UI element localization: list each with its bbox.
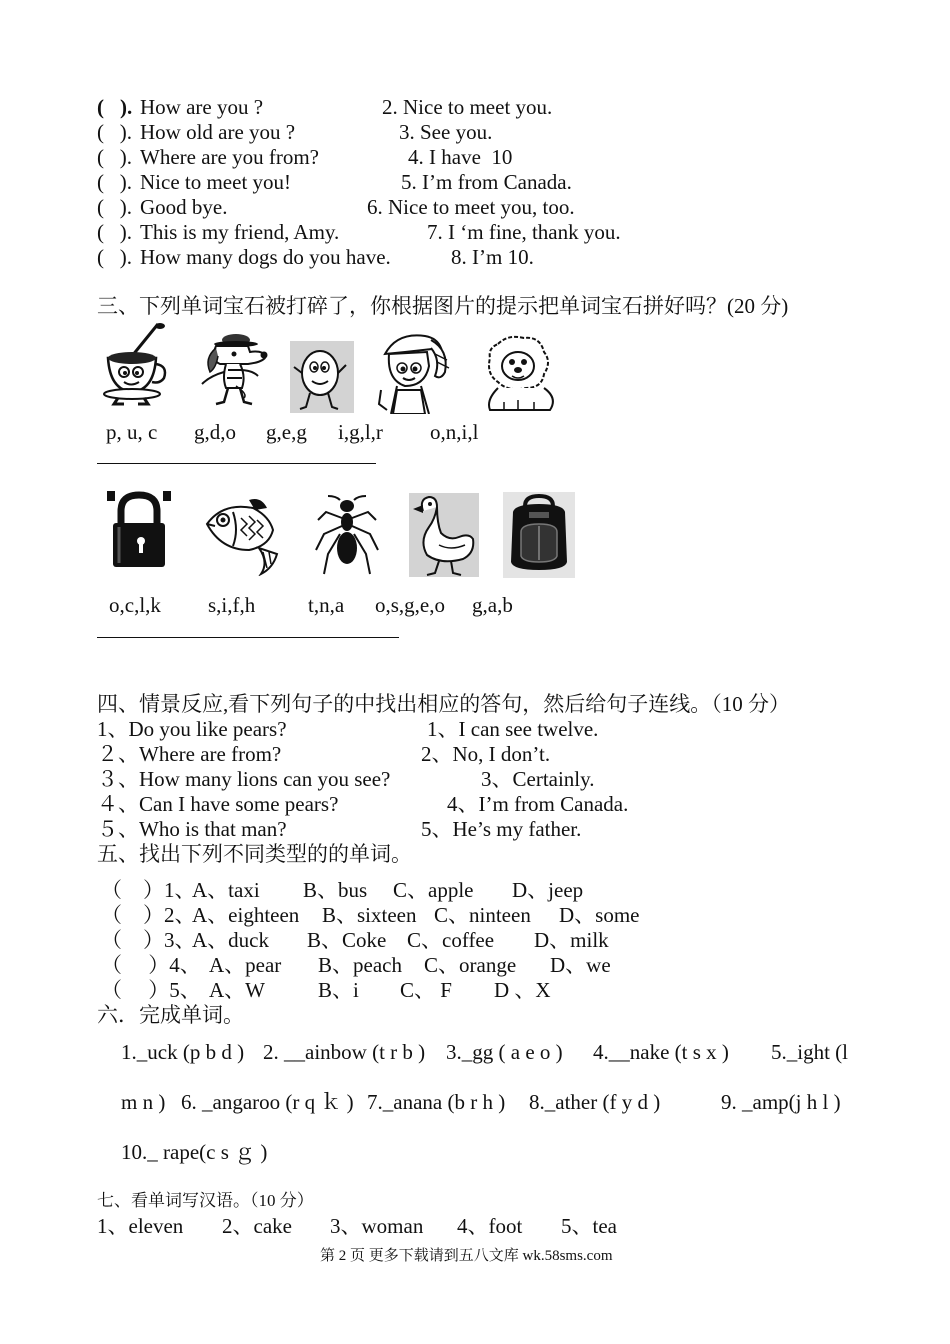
scrambled-letters: s,i,f,h <box>208 593 256 617</box>
option-d: D、we <box>550 953 611 977</box>
vocab-item: 4、foot <box>457 1214 523 1238</box>
answer-bracket[interactable]: ( ). <box>97 120 132 144</box>
bag-icon <box>503 492 575 578</box>
egg-icon <box>290 341 354 413</box>
question-text: Good bye. <box>140 195 228 219</box>
word-item: 6. _angaroo (r q ｋ ) <box>181 1090 354 1114</box>
answer-bracket[interactable]: （ ）2、 <box>101 903 196 927</box>
scrambled-letters: t,n,a <box>308 593 345 617</box>
word-item: 9. _amp(j h l ) <box>721 1090 841 1114</box>
question-text: How are you ? <box>140 95 264 119</box>
answer-text: 6. Nice to meet you, too. <box>367 195 575 219</box>
lock-icon <box>107 491 171 571</box>
section5-title: 五、找出下列不同类型的的单词。 <box>97 842 412 866</box>
scrambled-letters: g,a,b <box>472 593 513 617</box>
word-item: m n ) <box>121 1090 166 1114</box>
option-d: D 、X <box>494 978 551 1002</box>
question-text: How old are you ? <box>140 120 296 144</box>
answer-bracket[interactable]: ( ). <box>97 170 132 194</box>
girl-icon <box>375 330 453 414</box>
option-a: A、duck <box>192 928 269 952</box>
lion-icon <box>478 334 558 414</box>
option-b: B、sixteen <box>322 903 417 927</box>
dog-icon <box>196 330 272 408</box>
question-text: This is my friend, Amy. <box>140 220 340 244</box>
answer-bracket[interactable]: ( ). <box>97 245 132 269</box>
option-a: A、pear <box>209 953 282 977</box>
section3-title: 三、下列单词宝石被打碎了，你根据图片的提示把单词宝石拼好吗？(20 分) <box>97 294 789 318</box>
cup-icon <box>102 322 168 406</box>
word-item: 4.__nake (t s x ) <box>593 1040 729 1064</box>
word-item: 1._uck (p b d ) <box>121 1040 245 1064</box>
option-c: C、 F <box>400 978 452 1002</box>
fish-icon <box>203 494 283 576</box>
vocab-item: 5、tea <box>561 1214 617 1238</box>
option-c: C、coffee <box>407 928 495 952</box>
question-text: ５、Who is that man? <box>97 817 287 841</box>
goose-icon <box>409 493 479 577</box>
answer-text: 8. I’m 10. <box>451 245 534 269</box>
option-b: B、i <box>318 978 359 1002</box>
answer-text: 4、I’m from Canada. <box>447 792 629 816</box>
option-b: B、Coke <box>307 928 387 952</box>
ant-icon <box>314 494 380 578</box>
question-text: ３、How many lions can you see? <box>97 767 391 791</box>
scrambled-letters: o,c,l,k <box>109 593 161 617</box>
answer-bracket[interactable]: ( ). <box>97 195 132 219</box>
answer-text: 2. Nice to meet you. <box>382 95 553 119</box>
answer-text: 7. I ‘m fine, thank you. <box>427 220 621 244</box>
answer-text: 1、I can see twelve. <box>427 717 599 741</box>
answer-bracket[interactable]: （ ）4、 <box>101 953 201 977</box>
row-prefix: ). <box>120 95 133 119</box>
answer-bracket[interactable]: ( ). <box>97 145 132 169</box>
word-item: 2. __ainbow (t r b ) <box>263 1040 426 1064</box>
section7-title: 七、看单词写汉语。（10 分） <box>97 1191 314 1210</box>
question-text: Where are you from? <box>140 145 319 169</box>
question-text: Nice to meet you! <box>140 170 292 194</box>
word-item: 7._anana (b r h ) <box>367 1090 506 1114</box>
answer-line[interactable] <box>97 637 399 638</box>
scrambled-letters: g,e,g <box>266 420 307 444</box>
option-c: C、apple <box>393 878 474 902</box>
answer-text: 5、He’s my father. <box>421 817 582 841</box>
answer-text: 2、No, I don’t. <box>421 742 551 766</box>
answer-bracket[interactable]: （ ）1、 <box>101 878 196 902</box>
option-b: B、peach <box>318 953 402 977</box>
scrambled-letters: p, u, c <box>106 420 158 444</box>
answer-bracket[interactable]: （ ）5、 <box>101 978 201 1002</box>
answer-text: 3. See you. <box>399 120 493 144</box>
option-a: A、eighteen <box>192 903 300 927</box>
section4-title: 四、情景反应,看下列句子的中找出相应的答句，然后给句子连线。（10 分） <box>97 692 790 716</box>
option-d: D、some <box>559 903 640 927</box>
option-a: A、W <box>209 978 265 1002</box>
section6-title: 六．完成单词。 <box>97 1003 244 1027</box>
vocab-item: 3、woman <box>330 1214 424 1238</box>
word-item: 5._ight (l <box>771 1040 848 1064</box>
option-a: A、taxi <box>192 878 260 902</box>
question-text: ２、Where are from? <box>97 742 282 766</box>
option-d: D、jeep <box>512 878 584 902</box>
word-item: 3._gg ( a e o ) <box>446 1040 563 1064</box>
answer-bracket[interactable]: （ ）3、 <box>101 928 196 952</box>
answer-bracket[interactable]: ( <box>97 95 104 119</box>
option-c: C、orange <box>424 953 517 977</box>
scrambled-letters: o,s,g,e,o <box>375 593 445 617</box>
question-text: How many dogs do you have. <box>140 245 391 269</box>
scrambled-letters: i,g,l,r <box>338 420 383 444</box>
scrambled-letters: o,n,i,l <box>430 420 479 444</box>
page-footer: 第 2 页 更多下载请到五八文库 wk.58sms.com <box>320 1248 613 1264</box>
option-c: C、ninteen <box>434 903 531 927</box>
question-text: 1、Do you like pears? <box>97 717 287 741</box>
answer-bracket[interactable]: ( ). <box>97 220 132 244</box>
word-item: 8._ather (f y d ) <box>529 1090 661 1114</box>
answer-line[interactable] <box>97 463 376 464</box>
scrambled-letters: g,d,o <box>194 420 236 444</box>
vocab-item: 1、eleven <box>97 1214 184 1238</box>
answer-text: 4. I have 10 <box>408 145 513 169</box>
option-b: B、bus <box>303 878 368 902</box>
question-text: ４、Can I have some pears? <box>97 792 339 816</box>
vocab-item: 2、cake <box>222 1214 292 1238</box>
answer-text: 5. I’m from Canada. <box>401 170 572 194</box>
option-d: D、milk <box>534 928 609 952</box>
answer-text: 3、Certainly. <box>481 767 595 791</box>
word-item: 10._ rape(c s ｇ ) <box>121 1140 268 1164</box>
